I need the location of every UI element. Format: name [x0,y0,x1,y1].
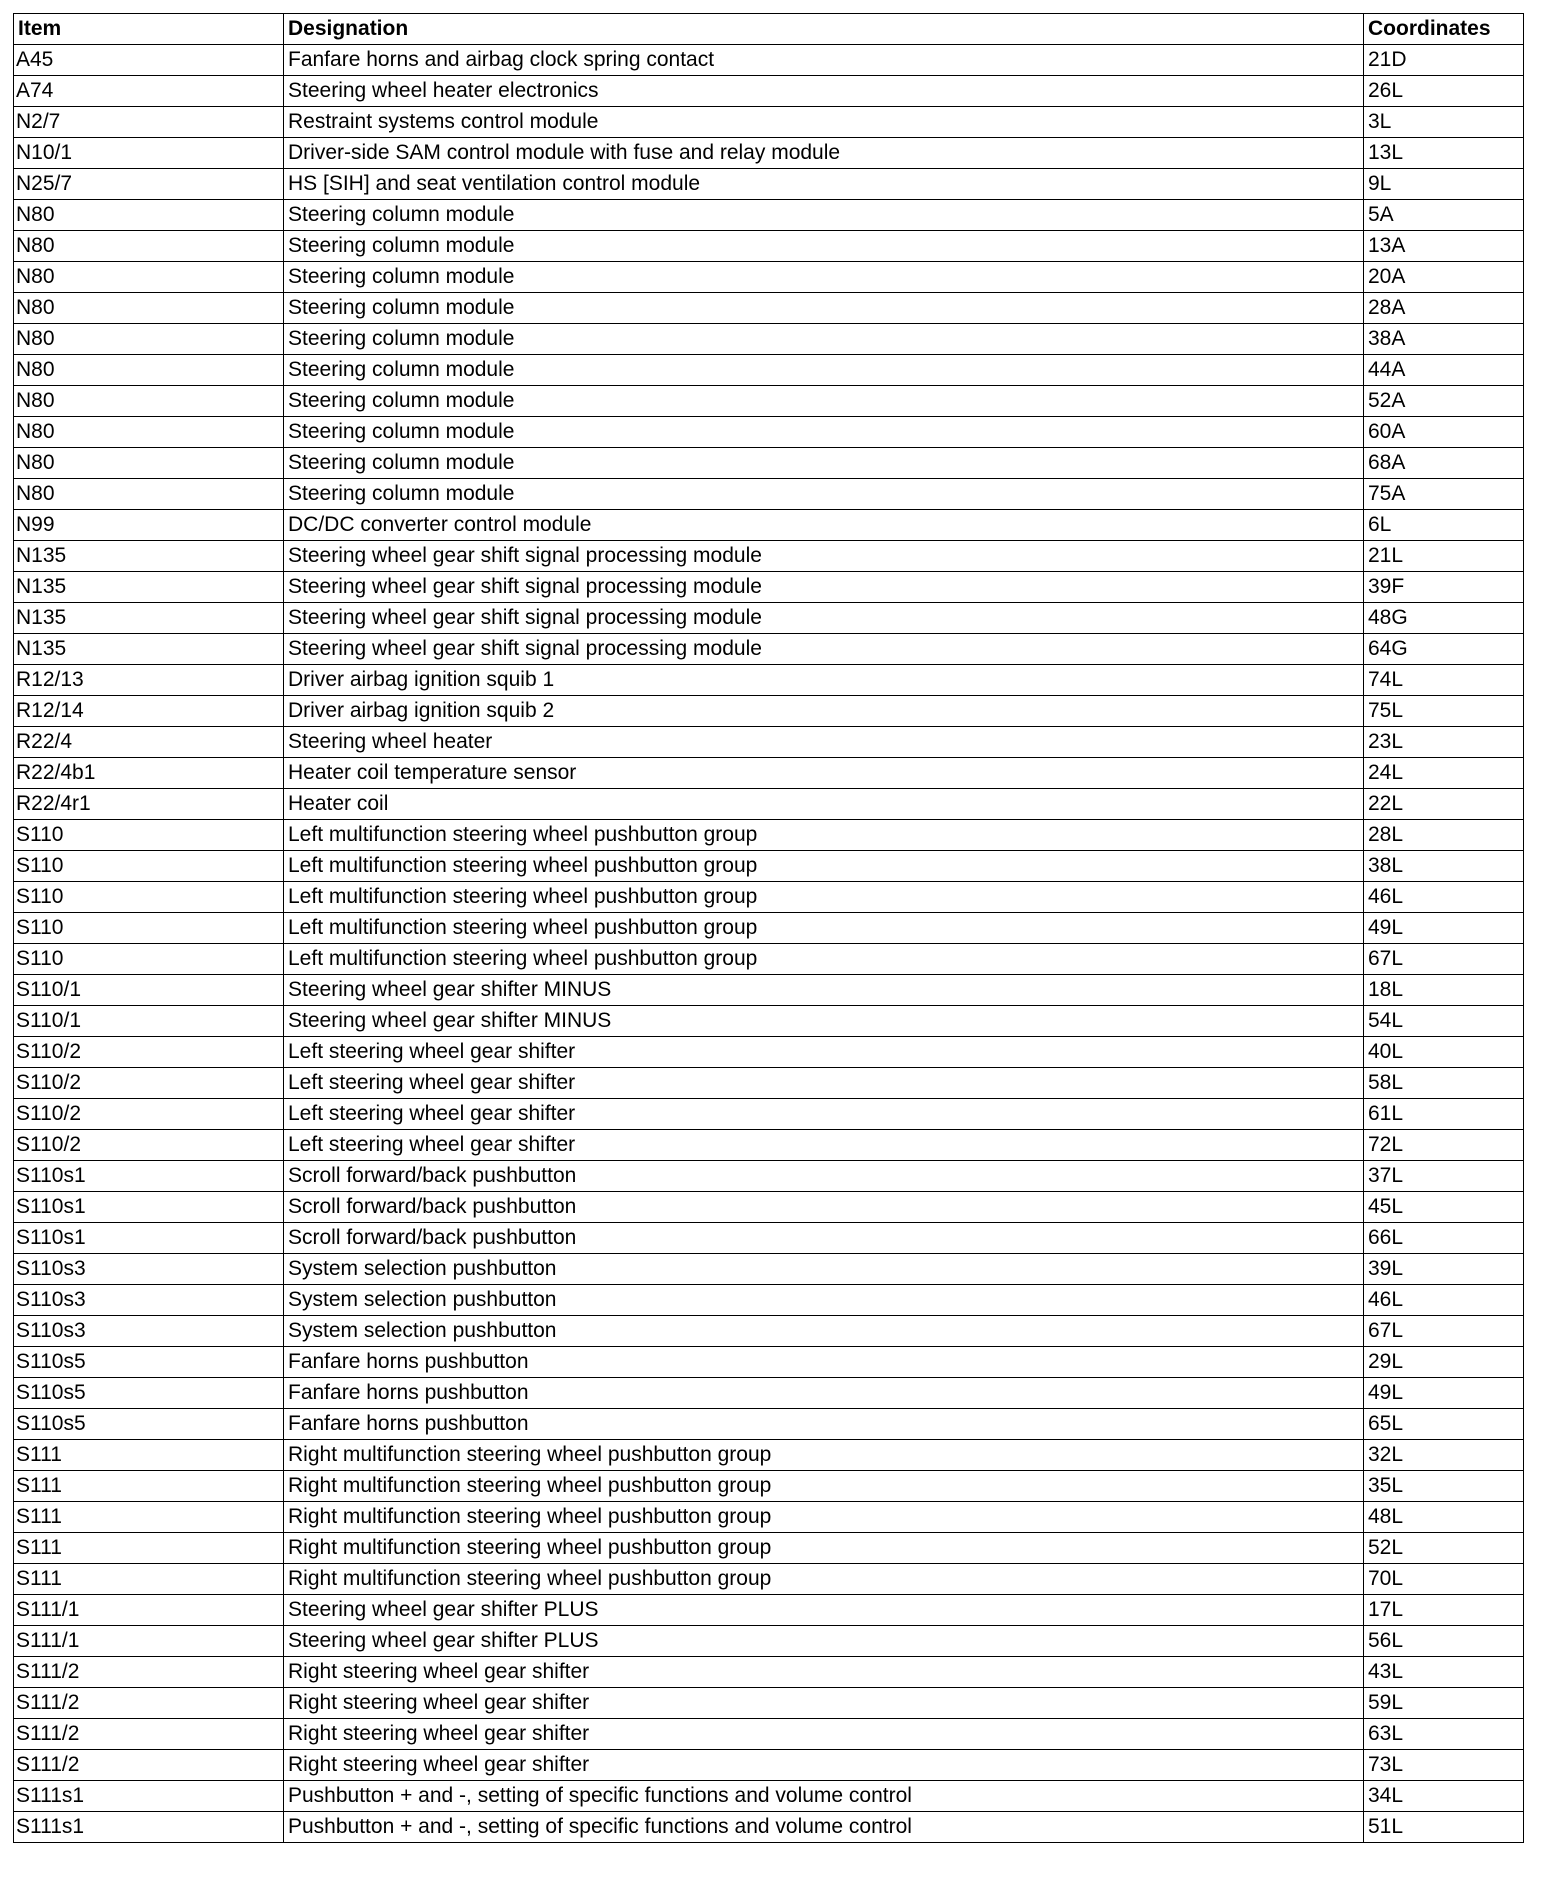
designation-cell: Right multifunction steering wheel pushbutton group [284,1502,1364,1533]
coordinates-cell: 63L [1364,1719,1524,1750]
coordinates-cell: 51L [1364,1812,1524,1843]
designation-cell: Steering wheel gear shifter MINUS [284,1006,1364,1037]
table-row [14,1657,1524,1688]
coordinates-cell: 66L [1364,1223,1524,1254]
item-cell: N80 [14,479,284,510]
table-row [14,200,1524,231]
item-cell: S111s1 [14,1781,284,1812]
item-cell: S110 [14,820,284,851]
designation-cell: Left multifunction steering wheel pushbutton group [284,820,1364,851]
coordinates-cell: 32L [1364,1440,1524,1471]
designation-cell: Right steering wheel gear shifter [284,1657,1364,1688]
table-row [14,1719,1524,1750]
item-cell: N25/7 [14,169,284,200]
table-row [14,1037,1524,1068]
table-row [14,1688,1524,1719]
designation-cell: Steering wheel gear shifter MINUS [284,975,1364,1006]
coordinates-cell: 67L [1364,1316,1524,1347]
item-cell: S111/2 [14,1657,284,1688]
designation-cell: Left multifunction steering wheel pushbutton group [284,944,1364,975]
item-cell: S111/2 [14,1750,284,1781]
coordinates-cell: 29L [1364,1347,1524,1378]
designation-cell: Scroll forward/back pushbutton [284,1192,1364,1223]
table-row [14,665,1524,696]
coordinates-cell: 44A [1364,355,1524,386]
coordinates-cell: 46L [1364,1285,1524,1316]
item-cell: N99 [14,510,284,541]
item-cell: S111/2 [14,1688,284,1719]
table-body [14,45,1524,1843]
item-cell: S110s3 [14,1285,284,1316]
header-coordinates: Coordinates [1364,14,1524,45]
designation-cell: Right steering wheel gear shifter [284,1750,1364,1781]
designation-cell: Steering wheel gear shift signal processing module [284,572,1364,603]
designation-cell: Steering column module [284,479,1364,510]
coordinates-cell: 75L [1364,696,1524,727]
table-row [14,1781,1524,1812]
designation-cell: Heater coil temperature sensor [284,758,1364,789]
coordinates-cell: 21L [1364,541,1524,572]
item-cell: S110/2 [14,1037,284,1068]
item-cell: S111s1 [14,1812,284,1843]
designation-cell: Left multifunction steering wheel pushbutton group [284,913,1364,944]
item-cell: N80 [14,448,284,479]
table-row [14,758,1524,789]
coordinates-cell: 61L [1364,1099,1524,1130]
item-cell: S111 [14,1564,284,1595]
header-row [14,14,1524,45]
item-cell: S110s1 [14,1192,284,1223]
table-row [14,541,1524,572]
coordinates-cell: 67L [1364,944,1524,975]
designation-cell: Pushbutton + and -, setting of specific functions and volume control [284,1781,1364,1812]
table-row [14,1192,1524,1223]
coordinates-cell: 5A [1364,200,1524,231]
coordinates-cell: 28L [1364,820,1524,851]
table-row [14,510,1524,541]
header-item: Item [14,14,284,45]
item-cell: S111 [14,1502,284,1533]
coordinates-cell: 38L [1364,851,1524,882]
item-cell: N80 [14,231,284,262]
designation-cell: Fanfare horns pushbutton [284,1347,1364,1378]
coordinates-cell: 21D [1364,45,1524,76]
designation-cell: Steering column module [284,293,1364,324]
coordinates-cell: 18L [1364,975,1524,1006]
item-cell: S110s1 [14,1161,284,1192]
table-row [14,1254,1524,1285]
coordinates-cell: 75A [1364,479,1524,510]
item-cell: N10/1 [14,138,284,169]
designation-cell: Steering column module [284,262,1364,293]
coordinates-cell: 39L [1364,1254,1524,1285]
item-cell: S110s3 [14,1316,284,1347]
coordinates-cell: 68A [1364,448,1524,479]
coordinates-cell: 6L [1364,510,1524,541]
item-cell: S111/2 [14,1719,284,1750]
table-row [14,789,1524,820]
table-row [14,262,1524,293]
table-row [14,1316,1524,1347]
designation-cell: Steering column module [284,355,1364,386]
coordinates-cell: 58L [1364,1068,1524,1099]
table-row [14,1564,1524,1595]
table-row [14,107,1524,138]
table-row [14,913,1524,944]
designation-cell: Right multifunction steering wheel pushbutton group [284,1533,1364,1564]
table-row [14,45,1524,76]
item-cell: S110 [14,851,284,882]
designation-cell: HS [SIH] and seat ventilation control module [284,169,1364,200]
component-legend-document [13,13,1523,1843]
coordinates-cell: 37L [1364,1161,1524,1192]
coordinates-cell: 13L [1364,138,1524,169]
coordinates-cell: 3L [1364,107,1524,138]
coordinates-cell: 48G [1364,603,1524,634]
coordinates-cell: 74L [1364,665,1524,696]
coordinates-cell: 72L [1364,1130,1524,1161]
item-cell: N80 [14,417,284,448]
item-cell: N80 [14,324,284,355]
designation-cell: Scroll forward/back pushbutton [284,1161,1364,1192]
table-row [14,727,1524,758]
item-cell: S110/1 [14,975,284,1006]
item-cell: S110s1 [14,1223,284,1254]
table-row [14,975,1524,1006]
coordinates-cell: 22L [1364,789,1524,820]
designation-cell: Left steering wheel gear shifter [284,1037,1364,1068]
table-row [14,293,1524,324]
table-row [14,1440,1524,1471]
designation-cell: Restraint systems control module [284,107,1364,138]
table-row [14,1285,1524,1316]
item-cell: S110s5 [14,1347,284,1378]
table-row [14,1378,1524,1409]
item-cell: S111 [14,1440,284,1471]
designation-cell: Fanfare horns pushbutton [284,1409,1364,1440]
table-row [14,882,1524,913]
designation-cell: Steering wheel gear shifter PLUS [284,1626,1364,1657]
item-cell: N135 [14,634,284,665]
designation-cell: Left multifunction steering wheel pushbutton group [284,882,1364,913]
table-row [14,820,1524,851]
coordinates-cell: 59L [1364,1688,1524,1719]
designation-cell: Heater coil [284,789,1364,820]
item-cell: R22/4 [14,727,284,758]
item-cell: S110s5 [14,1378,284,1409]
table-row [14,479,1524,510]
item-cell: N135 [14,572,284,603]
item-cell: S111 [14,1533,284,1564]
designation-cell: Right steering wheel gear shifter [284,1688,1364,1719]
item-cell: N80 [14,293,284,324]
designation-cell: Right steering wheel gear shifter [284,1719,1364,1750]
item-cell: N80 [14,200,284,231]
item-cell: S110/2 [14,1099,284,1130]
designation-cell: Steering column module [284,231,1364,262]
table-row [14,1471,1524,1502]
designation-cell: Steering wheel gear shift signal processing module [284,603,1364,634]
item-cell: N80 [14,386,284,417]
coordinates-cell: 43L [1364,1657,1524,1688]
coordinates-cell: 26L [1364,76,1524,107]
coordinates-cell: 20A [1364,262,1524,293]
table-row [14,1099,1524,1130]
item-cell: S110 [14,944,284,975]
coordinates-cell: 56L [1364,1626,1524,1657]
item-cell: N80 [14,355,284,386]
designation-cell: Driver-side SAM control module with fuse and relay module [284,138,1364,169]
table-row [14,138,1524,169]
coordinates-cell: 70L [1364,1564,1524,1595]
item-cell: S110 [14,913,284,944]
coordinates-cell: 46L [1364,882,1524,913]
table-row [14,1533,1524,1564]
coordinates-cell: 35L [1364,1471,1524,1502]
table-row [14,1006,1524,1037]
table-row [14,231,1524,262]
designation-cell: Steering wheel gear shifter PLUS [284,1595,1364,1626]
table-row [14,1223,1524,1254]
table-header [14,14,1524,45]
table-row [14,634,1524,665]
designation-cell: Steering wheel heater [284,727,1364,758]
designation-cell: System selection pushbutton [284,1285,1364,1316]
coordinates-cell: 49L [1364,1378,1524,1409]
coordinates-cell: 9L [1364,169,1524,200]
designation-cell: Driver airbag ignition squib 1 [284,665,1364,696]
coordinates-cell: 23L [1364,727,1524,758]
table-row [14,944,1524,975]
coordinates-cell: 40L [1364,1037,1524,1068]
designation-cell: Left steering wheel gear shifter [284,1099,1364,1130]
coordinates-cell: 65L [1364,1409,1524,1440]
coordinates-cell: 73L [1364,1750,1524,1781]
designation-cell: Steering column module [284,386,1364,417]
coordinates-cell: 52A [1364,386,1524,417]
item-cell: R22/4b1 [14,758,284,789]
item-cell: A45 [14,45,284,76]
designation-cell: Driver airbag ignition squib 2 [284,696,1364,727]
designation-cell: Right multifunction steering wheel pushbutton group [284,1471,1364,1502]
header-designation: Designation [284,14,1364,45]
item-cell: S110/2 [14,1130,284,1161]
item-cell: N80 [14,262,284,293]
item-cell: S111/1 [14,1626,284,1657]
coordinates-cell: 39F [1364,572,1524,603]
coordinates-cell: 34L [1364,1781,1524,1812]
designation-cell: Fanfare horns and airbag clock spring contact [284,45,1364,76]
coordinates-cell: 45L [1364,1192,1524,1223]
item-cell: S111/1 [14,1595,284,1626]
table-row [14,1626,1524,1657]
item-cell: S110 [14,882,284,913]
table-row [14,76,1524,107]
coordinates-cell: 17L [1364,1595,1524,1626]
item-cell: N2/7 [14,107,284,138]
table-row [14,1812,1524,1843]
coordinates-cell: 54L [1364,1006,1524,1037]
item-cell: S111 [14,1471,284,1502]
coordinates-cell: 28A [1364,293,1524,324]
designation-cell: DC/DC converter control module [284,510,1364,541]
coordinates-cell: 64G [1364,634,1524,665]
table-row [14,1595,1524,1626]
table-row [14,1750,1524,1781]
item-cell: R12/13 [14,665,284,696]
coordinates-cell: 60A [1364,417,1524,448]
table-row [14,417,1524,448]
item-cell: N135 [14,603,284,634]
item-cell: S110s3 [14,1254,284,1285]
coordinates-cell: 24L [1364,758,1524,789]
table-row [14,696,1524,727]
table-row [14,1502,1524,1533]
table-row [14,1347,1524,1378]
designation-cell: Steering column module [284,417,1364,448]
item-cell: S110/1 [14,1006,284,1037]
table-row [14,603,1524,634]
coordinates-cell: 38A [1364,324,1524,355]
designation-cell: Right multifunction steering wheel pushbutton group [284,1564,1364,1595]
item-cell: S110s5 [14,1409,284,1440]
component-legend-table [13,13,1524,1843]
table-row [14,324,1524,355]
item-cell: R22/4r1 [14,789,284,820]
item-cell: R12/14 [14,696,284,727]
designation-cell: System selection pushbutton [284,1316,1364,1347]
designation-cell: Left steering wheel gear shifter [284,1068,1364,1099]
coordinates-cell: 48L [1364,1502,1524,1533]
table-row [14,448,1524,479]
designation-cell: Fanfare horns pushbutton [284,1378,1364,1409]
table-row [14,355,1524,386]
coordinates-cell: 13A [1364,231,1524,262]
table-row [14,169,1524,200]
table-row [14,851,1524,882]
item-cell: S110/2 [14,1068,284,1099]
designation-cell: Steering column module [284,448,1364,479]
designation-cell: Steering column module [284,324,1364,355]
table-row [14,1161,1524,1192]
designation-cell: Steering column module [284,200,1364,231]
item-cell: N135 [14,541,284,572]
designation-cell: Right multifunction steering wheel pushbutton group [284,1440,1364,1471]
designation-cell: Steering wheel gear shift signal processing module [284,541,1364,572]
designation-cell: Steering wheel gear shift signal processing module [284,634,1364,665]
designation-cell: Pushbutton + and -, setting of specific functions and volume control [284,1812,1364,1843]
table-row [14,386,1524,417]
coordinates-cell: 52L [1364,1533,1524,1564]
coordinates-cell: 49L [1364,913,1524,944]
table-row [14,1130,1524,1161]
table-row [14,1409,1524,1440]
designation-cell: Scroll forward/back pushbutton [284,1223,1364,1254]
designation-cell: Left steering wheel gear shifter [284,1130,1364,1161]
table-row [14,572,1524,603]
designation-cell: Steering wheel heater electronics [284,76,1364,107]
designation-cell: Left multifunction steering wheel pushbutton group [284,851,1364,882]
table-row [14,1068,1524,1099]
designation-cell: System selection pushbutton [284,1254,1364,1285]
item-cell: A74 [14,76,284,107]
